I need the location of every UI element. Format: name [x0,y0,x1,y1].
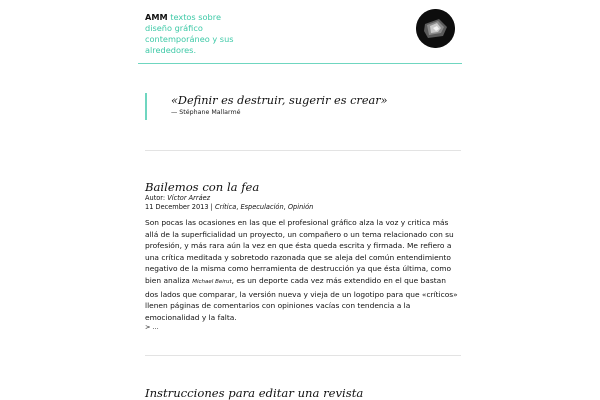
site-logo[interactable] [416,9,455,48]
post-excerpt [145,217,461,323]
featured-quote [145,93,388,120]
brand-tagline[interactable]: textos sobre diseño gráfico contemporáneo y sus alrededores. [145,12,234,55]
author-label: Autor: [145,194,166,202]
excerpt-text-1: Son pocas las ocasiones en las que el profesional gráfico alza la voz y critica más allá de la superficialidad un proyecto, un compañero o un tema relacionado con su profesión, y más rara aún la vez en que ésta queda escrita y firmada. Me refiero a una crítica meditada y sobretodo razonada que se aleja del común entendimiento negativo de la misma como herramienta de destrucción ya que ésta última, como bien analiza [145,218,454,285]
post-date: 11 December 2013 [145,203,209,211]
site-container [138,0,462,64]
category-link-critica[interactable]: Crítica [215,203,237,211]
site-header [138,0,462,64]
divider [145,150,461,151]
post-bailemos [145,180,461,331]
excerpt-text-2: , es un deporte cada vez más extendido en el que bastan dos lados que comparar, la versión nueva y vieja de un logotipo para que «críticos» llenen páginas de comentarios con opiniones vacías con tendencia a la emocionalidad y la falta. [145,275,458,322]
divider [145,355,461,356]
excerpt-reference: Michael Beirut [192,278,232,285]
category-link-opinion[interactable]: Opinión [287,203,314,211]
category-link-especulacion[interactable]: Especulación [240,203,284,211]
brand-abbr[interactable]: AMM [145,12,168,22]
logo-image-icon [416,9,455,48]
site-brand[interactable] [145,12,237,56]
post-title[interactable]: Instrucciones para editar una revista [145,386,364,400]
post-instrucciones [145,386,461,400]
post-author[interactable]: Víctor Arráez [167,194,211,202]
meta-separator: | [210,203,213,211]
post-meta: Autor: Víctor Arráez 11 December 2013 | Crítica, Especulación, Opinión [145,194,314,211]
quote-author: — Stéphane Mallarmé [171,109,241,116]
quote-text: «Definir es destruir, sugerir es crear» [171,94,388,107]
post-title[interactable]: Bailemos con la fea [145,180,260,194]
read-more-link[interactable]: > … [145,323,160,332]
